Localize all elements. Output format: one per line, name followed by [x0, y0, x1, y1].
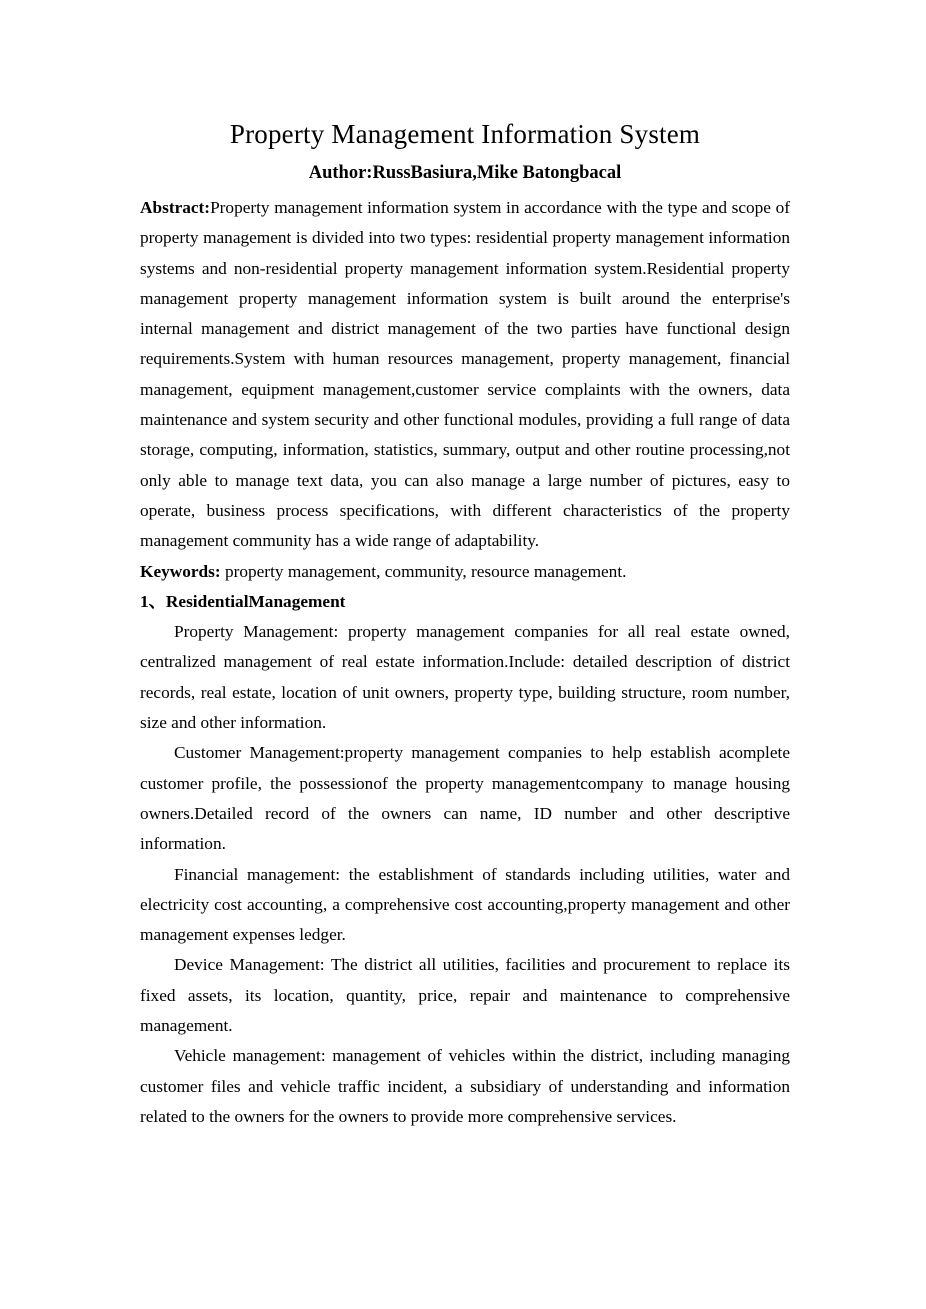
body-paragraph-customer-management: Customer Management:property management companies to help establish acomplete customer profile, the possessionof the property managementcompany to manage housing owners.Detailed record of the owners can name, ID number and other descriptive information. — [140, 743, 790, 854]
keywords-paragraph — [140, 557, 790, 587]
body-paragraph-property-management: Property Management: property management companies for all real estate owned, centralized management of real estate information.Include: detailed description of district records, real estate, location of unit owners, property type, building structure, room number, size and other information. — [140, 622, 790, 733]
abstract-paragraph — [140, 193, 790, 557]
document-body — [140, 193, 790, 1132]
keywords-label: Keywords: — [140, 561, 221, 581]
abstract-text: Property management information system in accordance with the type and scope of property management is divided into two types: residential property management information systems and non-residential property management information system.Residential property management property management information system is built around the enterprise's internal management and district management of the two parties have functional design requirements.System with human resources management, property management, financial management, equipment management,customer service complaints with the owners, data maintenance and system security and other functional modules, providing a full range of data storage, computing, information, statistics, summary, output and other routine processing,not only able to manage text data, you can also manage a large number of pictures, easy to operate, business process specifications, with different characteristics of the property management community has a wide range of adaptability. — [140, 198, 790, 551]
keywords-text: property management, community, resource management. — [220, 561, 627, 581]
document-title: Property Management Information System — [229, 119, 701, 149]
body-paragraph-device-management: Device Management: The district all utilities, facilities and procurement to replace its fixed assets, its location, quantity, price, repair and maintenance to comprehensive management. — [140, 955, 790, 1036]
abstract-label: Abstract: — [140, 198, 211, 217]
author-line: Author:RussBasiura,Mike Batongbacal — [308, 163, 622, 183]
body-paragraph-financial-management: Financial management: the establishment of standards including utilities, water and electricity cost accounting, a comprehensive cost accounting,property management and other management expenses ledger. — [140, 864, 790, 945]
section-heading: 1、ResidentialManagement — [140, 591, 346, 611]
body-paragraph-vehicle-management: Vehicle management: management of vehicles within the district, including managing customer files and vehicle traffic incident, a subsidiary of understanding and information related to the owners for the owners to provide more comprehensive services. — [140, 1046, 790, 1126]
